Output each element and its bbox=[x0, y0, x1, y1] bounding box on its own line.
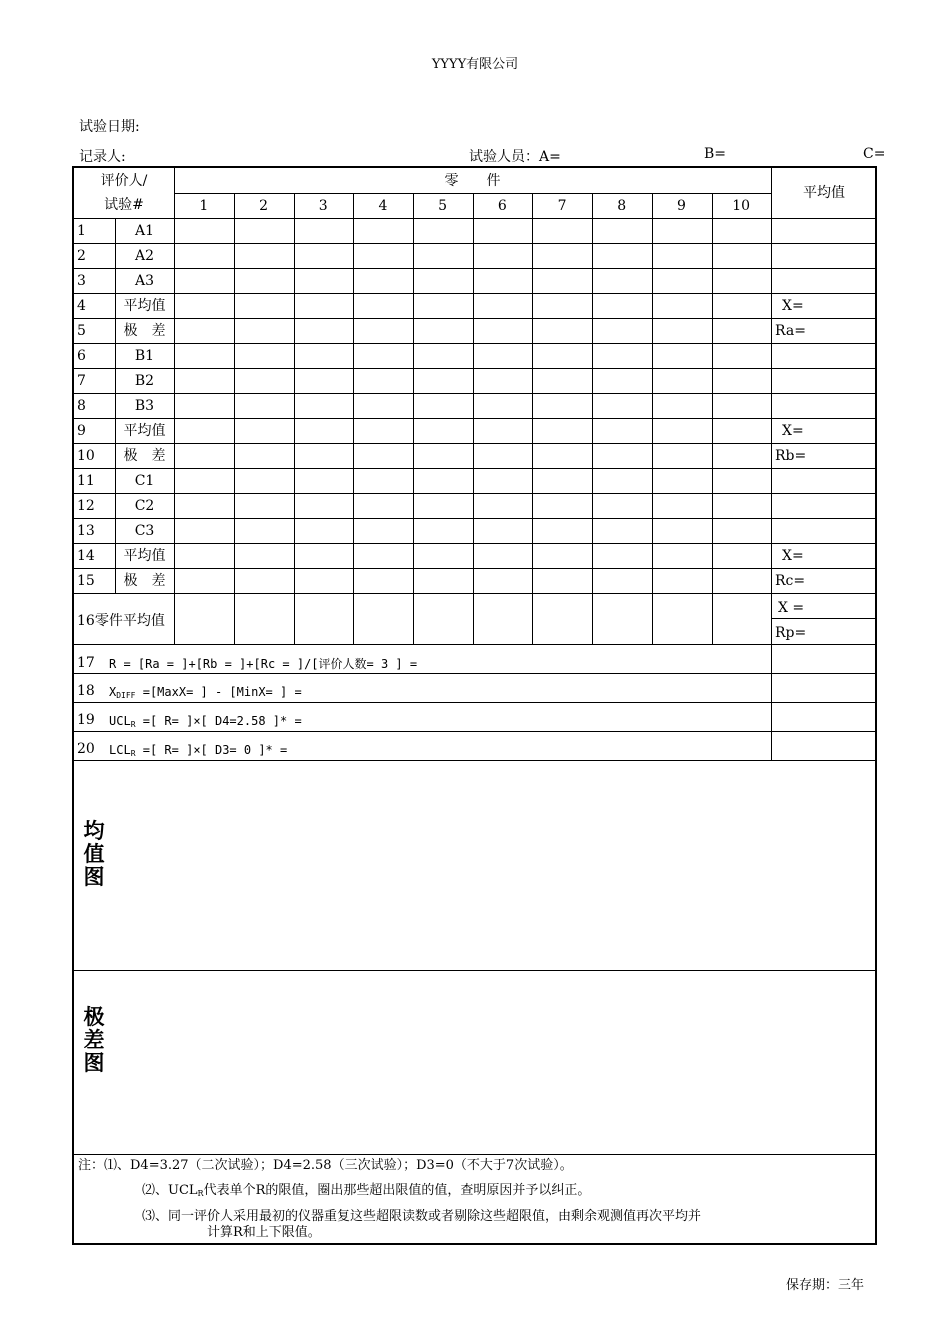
formula-18: $X_{DIFF}$ =[MaxX= ] - [MinX= ] = bbox=[109, 685, 302, 700]
part-number: 5 bbox=[438, 198, 448, 214]
row16-rp-label: Rp= bbox=[775, 625, 807, 641]
row-label: 平均值 bbox=[123, 423, 166, 439]
row-divider bbox=[74, 518, 875, 519]
retention-period: 保存期：三年 bbox=[785, 1278, 864, 1293]
row-average-label: X= bbox=[782, 548, 804, 564]
col-divider bbox=[592, 193, 593, 644]
part-number: 7 bbox=[557, 198, 567, 214]
row-number: 6 bbox=[77, 348, 86, 364]
row-average-label: X= bbox=[782, 423, 804, 439]
row-divider bbox=[74, 468, 875, 469]
row-divider bbox=[74, 393, 875, 394]
formula-20: $LCL_R$ =[ R= ]×[ D3= 0 ]* = bbox=[109, 743, 288, 758]
row-divider bbox=[74, 418, 875, 419]
note-1: 注：⑴、D4=3.27（二次试验）；D4=2.58（三次试验）；D3=0（不大于7次试验）。 bbox=[78, 1158, 573, 1173]
part-number: 3 bbox=[318, 198, 328, 214]
formula-17-num: 17 bbox=[77, 655, 95, 671]
col-divider bbox=[532, 193, 533, 644]
row-label: B3 bbox=[134, 398, 155, 414]
section-divider bbox=[74, 673, 875, 674]
row-label: 极 差 bbox=[123, 448, 166, 464]
part-number: 8 bbox=[617, 198, 627, 214]
recorder-label: 记录人: bbox=[79, 149, 126, 165]
row16-x-label: X = bbox=[778, 600, 805, 616]
col-divider bbox=[473, 193, 474, 644]
row-number: 15 bbox=[77, 573, 95, 589]
row-divider bbox=[74, 443, 875, 444]
formula-19-num: 19 bbox=[77, 712, 95, 728]
row-number: 8 bbox=[77, 398, 86, 414]
row-number: 3 bbox=[77, 273, 86, 289]
row-label: 极 差 bbox=[123, 573, 166, 589]
parts-header: 零 件 bbox=[444, 173, 501, 189]
row-label: B2 bbox=[134, 373, 155, 389]
row16-split bbox=[771, 618, 875, 619]
part-number: 1 bbox=[199, 198, 209, 214]
row-label: C1 bbox=[134, 473, 155, 489]
row-number: 4 bbox=[77, 298, 86, 314]
col-divider bbox=[413, 193, 414, 644]
section-divider bbox=[74, 1154, 875, 1155]
row-divider bbox=[74, 568, 875, 569]
row-number: 9 bbox=[77, 423, 86, 439]
part-number: 6 bbox=[497, 198, 507, 214]
row-divider bbox=[74, 318, 875, 319]
operator-b-label: B= bbox=[704, 146, 727, 162]
formula-20-num: 20 bbox=[77, 741, 95, 757]
note-3-line1: ⑶、同一评价人采用最初的仪器重复这些超限读数或者剔除这些超限值，由剩余观测值再次平均并 bbox=[142, 1209, 702, 1224]
row-label: B1 bbox=[134, 348, 155, 364]
part-number: 2 bbox=[259, 198, 268, 214]
row-number: 14 bbox=[77, 548, 95, 564]
row-label: 极 差 bbox=[123, 323, 166, 339]
test-date-label: 试验日期: bbox=[79, 119, 140, 135]
col-divider bbox=[234, 193, 235, 644]
row-divider bbox=[74, 593, 875, 594]
row-divider bbox=[74, 493, 875, 494]
row-number: 2 bbox=[77, 248, 86, 264]
operator-c-label: C= bbox=[863, 146, 886, 162]
row-label: C2 bbox=[134, 498, 155, 514]
col-divider bbox=[712, 193, 713, 644]
mean-chart-label: 均值图 bbox=[83, 819, 105, 889]
row-divider bbox=[74, 343, 875, 344]
row-divider bbox=[74, 218, 875, 219]
row-divider bbox=[74, 543, 875, 544]
company-name: YYYY有限公司 bbox=[431, 57, 519, 72]
row-number: 10 bbox=[77, 448, 95, 464]
row-label: C3 bbox=[134, 523, 155, 539]
part-number: 4 bbox=[378, 198, 388, 214]
section-divider bbox=[74, 970, 875, 971]
evaluator-header-line2: 试验# bbox=[104, 197, 144, 213]
row16-part-average-label: 16零件平均值 bbox=[77, 613, 165, 629]
note-2: ⑵、$UCL_R$代表单个R的限值，圈出那些超出限值的值，查明原因并予以纠正。 bbox=[142, 1183, 591, 1198]
col-divider bbox=[652, 193, 653, 644]
row-average-label: Rb= bbox=[775, 448, 807, 464]
row-label: A1 bbox=[134, 223, 155, 239]
row-divider bbox=[74, 243, 875, 244]
section-divider bbox=[74, 644, 875, 645]
col-divider bbox=[174, 168, 175, 644]
row-average-label: Rc= bbox=[775, 573, 806, 589]
formula-17: R = [Ra = ]+[Rb = ]+[Rc = ]/[评价人数= 3 ] = bbox=[109, 657, 418, 671]
average-column-header: 平均值 bbox=[803, 185, 845, 201]
col-divider bbox=[353, 193, 354, 644]
row-number: 12 bbox=[77, 498, 95, 514]
part-number: 10 bbox=[732, 198, 751, 214]
row-label: A2 bbox=[134, 248, 155, 264]
row-divider bbox=[74, 268, 875, 269]
row-divider bbox=[74, 293, 875, 294]
avg-col-divider bbox=[771, 168, 772, 760]
row-number: 7 bbox=[77, 373, 86, 389]
row-average-label: Ra= bbox=[775, 323, 806, 339]
row-number: 11 bbox=[77, 473, 95, 489]
evaluator-header-line1: 评价人/ bbox=[100, 173, 148, 189]
part-number: 9 bbox=[676, 198, 686, 214]
row-number: 5 bbox=[77, 323, 86, 339]
gauge-rr-form bbox=[72, 166, 877, 1245]
operator-a-label: 试验人员：A= bbox=[469, 149, 561, 165]
row-number: 1 bbox=[77, 223, 86, 239]
row-label: 平均值 bbox=[123, 298, 166, 314]
note-3-line2: 计算R和上下限值。 bbox=[207, 1225, 321, 1240]
range-chart-label: 极差图 bbox=[83, 1005, 105, 1075]
formula-19: $UCL_R$ =[ R= ]×[ D4=2.58 ]* = bbox=[109, 714, 302, 729]
row-number: 13 bbox=[77, 523, 95, 539]
row-label: 平均值 bbox=[123, 548, 166, 564]
row-average-label: X= bbox=[782, 298, 804, 314]
row-label: A3 bbox=[134, 273, 155, 289]
col-divider bbox=[294, 193, 295, 644]
formula-18-num: 18 bbox=[77, 683, 95, 699]
row-divider bbox=[74, 368, 875, 369]
